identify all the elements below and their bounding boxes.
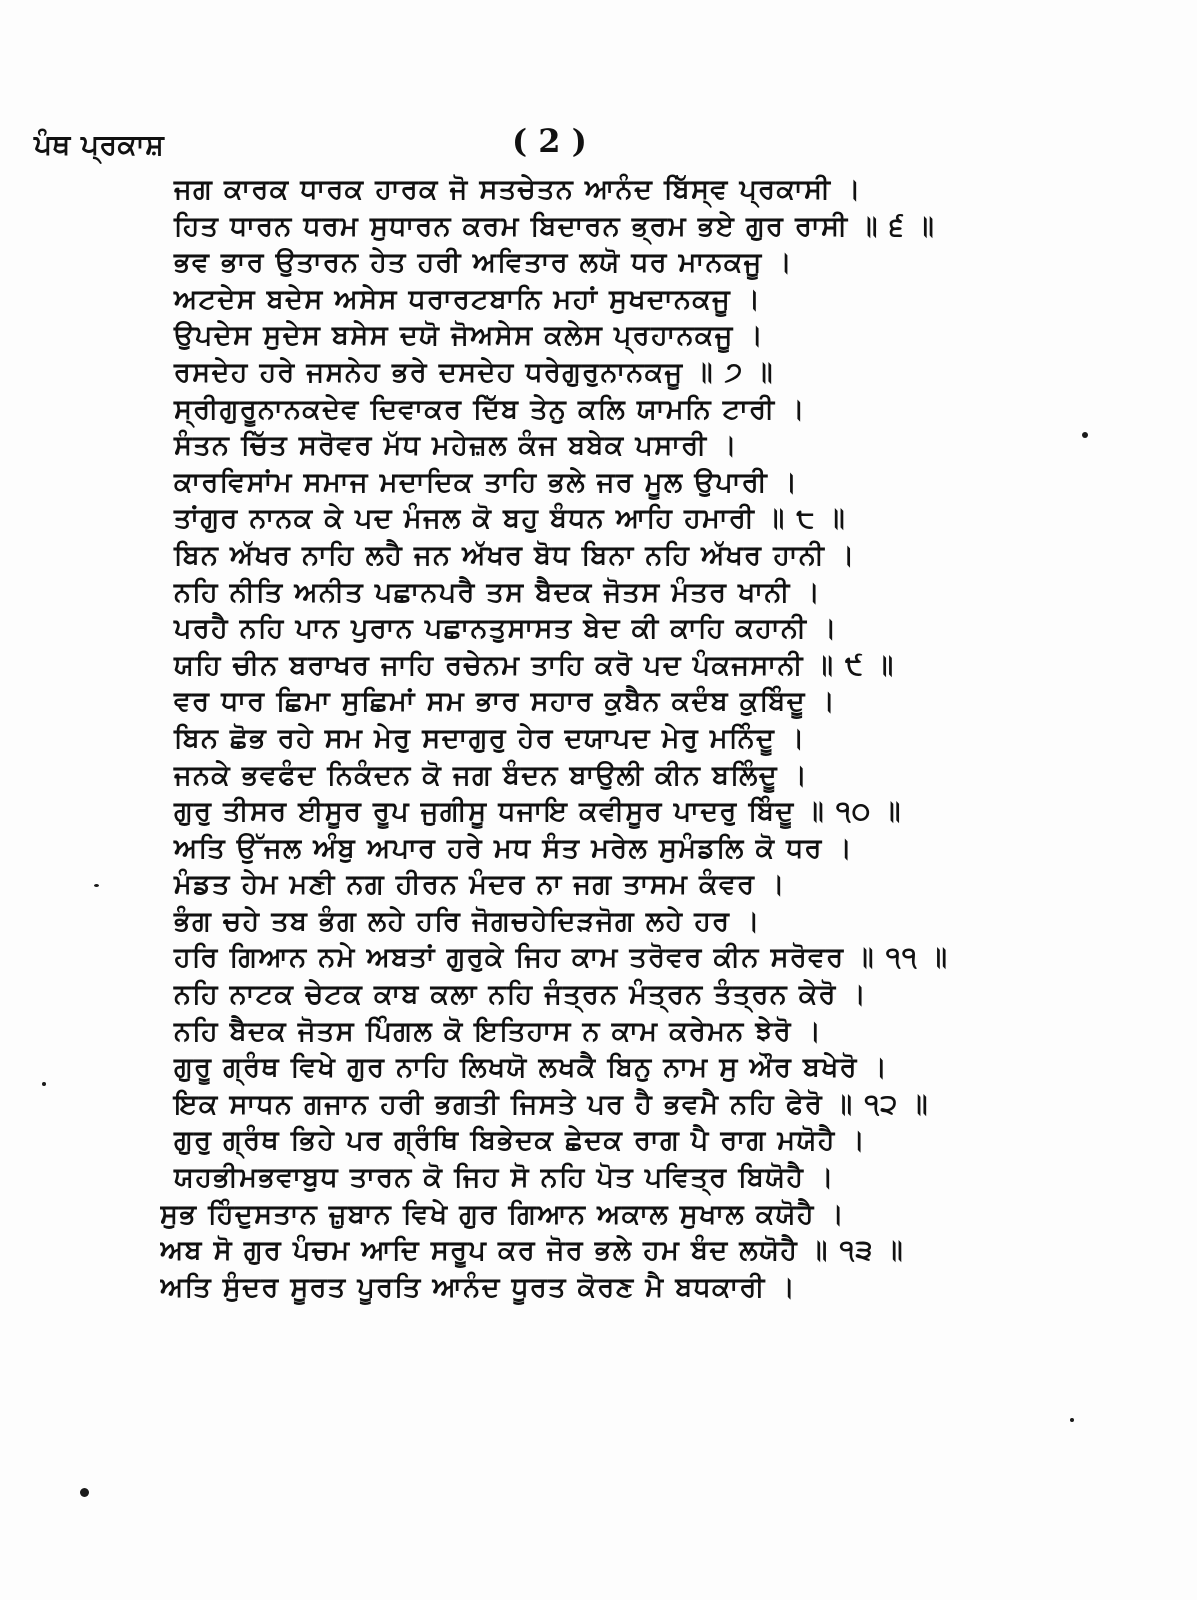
verse-line: ਭਵ ਭਾਰ ਉਤਾਰਨ ਹੇਤ ਹਰੀ ਅਵਿਤਾਰ ਲਯੋ ਧਰ ਮਾਨਕਜੂ ।: [174, 247, 794, 279]
verse-line: ਬਿਨ ਛੋਭ ਰਹੇ ਸਮ ਮੇਰੁ ਸਦਾਗੁਰੁ ਹੇਰ ਦਯਾਪਦ ਮੇਰੁ ਮਨਿੰਦੂ ।: [174, 722, 806, 754]
verse-line: ਹਰਿ ਗਿਆਨ ਨਮੇ ਅਬਤਾਂ ਗੁਰੁਕੇ ਜਿਹ ਕਾਮ ਤਰੋਵਰ ਕੀਨ ਸਰੋਵਰ ॥ ੧੧ ॥: [174, 942, 949, 974]
verse-line: ਤਾਂਗੁਰ ਨਾਨਕ ਕੇ ਪਦ ਮੰਜਲ ਕੋ ਬਹੁ ਬੰਧਨ ਆਹਿ ਹਮਾਰੀ ॥ ੮ ॥: [174, 503, 847, 535]
verse-line: ਭੰਗ ਚਹੇ ਤਬ ਭੰਗ ਲਹੇ ਹਰਿ ਜੋਗਚਹੇਦਿੜਜੋਗ ਲਹੇ ਹਰ ।: [174, 905, 761, 937]
scan-speck: [1082, 432, 1088, 438]
verse-line: ਉਪਦੇਸ ਸੁਦੇਸ ਬਸੇਸ ਦਯੋ ਜੋਅਸੇਸ ਕਲੇਸ ਪ੍ਰਹਾਨਕਜੂ ।: [174, 320, 765, 352]
verse-line: ਇਕ ਸਾਧਨ ਗਜਾਨ ਹਰੀ ਭਗਤੀ ਜਿਸਤੇ ਪਰ ਹੈ ਭਵਮੈ ਨਹਿ ਫੇਰੋ ॥ ੧੨ ॥: [174, 1088, 929, 1120]
verse-line: ਗੁਰੁ ਗ੍ਰੰਥ ਭਿਹੇ ਪਰ ਗ੍ਰੰਥਿ ਬਿਭੇਦਕ ਛੇਦਕ ਰਾਗ ਪੈ ਰਾਗ ਮਯੋਹੈ ।: [174, 1125, 867, 1157]
verse-line: ਹਿਤ ਧਾਰਨ ਧਰਮ ਸੁਧਾਰਨ ਕਰਮ ਬਿਦਾਰਨ ਭ੍ਰਮ ਭਏ ਗੁਰ ਰਾਸੀ ॥ ੬ ॥: [174, 210, 936, 242]
verse-line: ਮੰਡਤ ਹੇਮ ਮਣੀ ਨਗ ਹੀਰਨ ਮੰਦਰ ਨਾ ਜਗ ਤਾਸਮ ਕੰਵਰ ।: [174, 869, 786, 901]
verse-line: ਪਰਹੈ ਨਹਿ ਪਾਨ ਪੁਰਾਨ ਪਛਾਨਤੁਸਾਸਤ ਬੇਦ ਕੀ ਕਾਹਿ ਕਹਾਨੀ ।: [174, 613, 838, 645]
verse-line: ਬਿਨ ਅੱਖਰ ਨਾਹਿ ਲਹੈ ਜਨ ਅੱਖਰ ਬੋਧ ਬਿਨਾ ਨਹਿ ਅੱਖਰ ਹਾਨੀ ।: [174, 539, 856, 571]
verse-line: ਜਗ ਕਾਰਕ ਧਾਰਕ ਹਾਰਕ ਜੋ ਸਤਚੇਤਨ ਆਨੰਦ ਬਿੱਸ੍ਵ ਪ੍ਰਕਾਸੀ ।: [174, 174, 862, 205]
verse-line: ਅਤਿ ਸੁੰਦਰ ਸੂਰਤ ਪੂਰਤਿ ਆਨੰਦ ਧੂਰਤ ਕੋਰਣ ਮੈ ਬਧਕਾਰੀ ।: [160, 1271, 797, 1303]
verse-line: ਸੰਤਨ ਚਿੱਤ ਸਰੋਵਰ ਮੱਧ ਮਹੇਜ਼ਲ ਕੰਜ ਬਬੇਕ ਪਸਾਰੀ ।: [174, 430, 738, 462]
verse-line: ਗੁਰੁ ਤੀਸਰ ਈਸੂਰ ਰੂਪ ਜੁਗੀਸੂ ਧਜਾਇ ਕਵੀਸੂਰ ਪਾਦਰੁ ਬਿੰਦੂ ॥ ੧੦ ॥: [174, 796, 902, 828]
verse-line: ਯਹਿ ਚੀਨ ਬਰਾਖਰ ਜਾਹਿ ਰਚੇਨਮ ਤਾਹਿ ਕਰੋ ਪਦ ਪੰਕਜਸਾਨੀ ॥ ੯ ॥: [174, 649, 895, 681]
verse-line: ਵਰ ਧਾਰ ਛਿਮਾ ਸੁਛਿਮਾਂ ਸਮ ਭਾਰ ਸਹਾਰ ਕੁਬੈਨ ਕਦੰਬ ਕੁਬਿੰਦੂ ।: [174, 686, 837, 718]
verse-line: ਸੁਭ ਹਿੰਦੁਸਤਾਨ ਜ਼ੁਬਾਨ ਵਿਖੇ ਗੁਰ ਗਿਆਨ ਅਕਾਲ ਸੁਖਾਲ ਕਯੋਹੈ ।: [160, 1198, 846, 1230]
running-head: ਪੰਥ ਪ੍ਰਕਾਸ਼: [34, 128, 165, 161]
verse-line: ਜਨਕੇ ਭਵਫੰਦ ਨਿਕੰਦਨ ਕੋ ਜਗ ਬੰਦਨ ਬਾਉਲੀ ਕੀਨ ਬਲਿੰਦੂ ।: [174, 759, 809, 791]
scan-speck: [80, 1488, 89, 1497]
verse-line: ਸ੍ਰੀਗੁਰੂਨਾਨਕਦੇਵ ਦਿਵਾਕਰ ਦਿੱਬ ਤੇਨੁ ਕਲਿ ਯਾਮਨਿ ਟਾਰੀ ।: [174, 393, 806, 425]
verse-block: [160, 172, 1070, 1306]
scan-speck: [94, 884, 99, 887]
verse-line: ਅਤਿ ਉੱਜਲ ਅੰਬੁ ਅਪਾਰ ਹਰੇ ਮਧ ਸੰਤ ਮਰੇਲ ਸੁਮੰਡਲਿ ਕੋ ਧਰ ।: [174, 832, 854, 864]
verse-line: ਨਹਿ ਬੈਦਕ ਜੋਤਸ ਪਿੰਗਲ ਕੋ ਇਤਿਹਾਸ ਨ ਕਾਮ ਕਰੇਮਨ ਝੇਰੋ ।: [174, 1015, 823, 1047]
verse-line: ਅਬ ਸੋ ਗੁਰ ਪੰਚਮ ਆਦਿ ਸਰੂਪ ਕਰ ਜੋਰ ਭਲੇ ਹਮ ਬੰਦ ਲਯੋਹੈ ॥ ੧੩ ॥: [160, 1235, 905, 1267]
verse-line: ਰਸਦੇਹ ਹਰੇ ਜਸਨੇਹ ਭਰੇ ਦਸਦੇਹ ਧਰੇਗੁਰੁਨਾਨਕਜੂ ॥ ੭ ॥: [174, 356, 774, 388]
verse-line: ਅਟਦੇਸ ਬਦੇਸ ਅਸੇਸ ਧਰਾਰਟਬਾਨਿ ਮਹਾਂ ਸੁਖਦਾਨਕਜੂ ।: [174, 283, 762, 315]
verse-line: ਕਾਰਵਿਸਾਂਮ ਸਮਾਜ ਮਦਾਦਿਕ ਤਾਹਿ ਭਲੇ ਜਰ ਮੂਲ ਉਪਾਰੀ ।: [174, 466, 799, 498]
scan-speck: [1070, 1418, 1074, 1422]
verse-line: ਨਹਿ ਨਾਟਕ ਚੇਟਕ ਕਾਬ ਕਲਾ ਨਹਿ ਜੰਤ੍ਰਨ ਮੰਤ੍ਰਨ ਤੰਤ੍ਰਨ ਕੇਰੋ ।: [174, 979, 868, 1011]
scan-speck: [42, 1082, 46, 1086]
verse-line: ਗੁਰੂ ਗ੍ਰੰਥ ਵਿਖੇ ਗੁਰ ਨਾਹਿ ਲਿਖਯੋ ਲਖਕੈ ਬਿਨੁ ਨਾਮ ਸੁ ਔਰ ਬਖੇਰੋ ।: [174, 1052, 889, 1084]
verse-line: ਯਹਭੀਮਭਵਾਬੁਧ ਤਾਰਨ ਕੋ ਜਿਹ ਸੋ ਨਹਿ ਪੋਤ ਪਵਿਤ੍ਰ ਬਿਯੋਹੈ ।: [174, 1162, 835, 1194]
verse-line: ਨਹਿ ਨੀਤਿ ਅਨੀਤ ਪਛਾਨਪਰੈ ਤਸ ਬੈਦਕ ਜੋਤਸ ਮੰਤਰ ਖਾਨੀ ।: [174, 576, 822, 608]
page-number: ( 2 ): [512, 122, 587, 160]
